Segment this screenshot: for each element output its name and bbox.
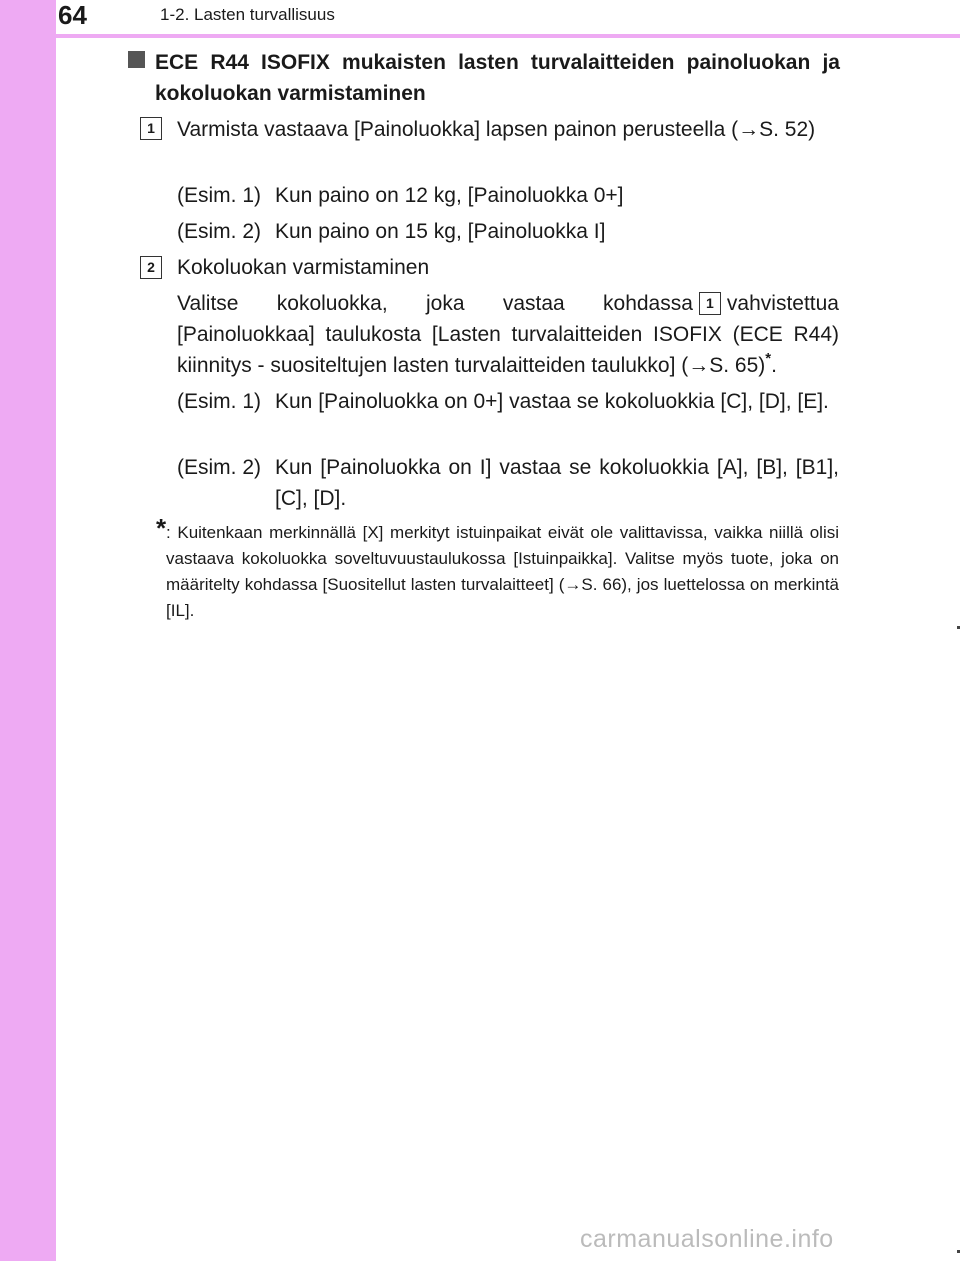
- step-number-2: 2: [140, 256, 162, 279]
- footnote-asterisk: *: [156, 513, 167, 543]
- step-number-1: 1: [140, 117, 162, 140]
- step1-text: Varmista vastaava [Painoluokka] lapsen painon perusteella (→S. 52): [177, 118, 816, 141]
- step2-text-end: .: [771, 354, 777, 377]
- step2-text: [177, 288, 839, 381]
- step2-text-after: vahvistettua [Painoluokkaa] taulukosta [Lasten turvalaitteiden ISOFIX (ECE R44) kiinnitys - suositeltujen lasten turvalaitteiden taulukko] (→S. 65): [177, 292, 839, 377]
- step2-title: Kokoluokan varmistaminen: [177, 256, 430, 279]
- header-rule: [56, 34, 960, 38]
- footnote-text: : Kuitenkaan merkinnällä [X] merkityt istuinpaikat eivät ole valittavissa, vaikka niillä olisi vastaava kokoluokka soveltuvuustaulukossa [Istuinpaikka]. Valitse myös tuote, joka on määritelty kohdassa [Suositellut lasten turvalaitteet] (→S. 66), jos luettelossa on merkintä [IL].: [166, 523, 839, 620]
- left-margin-band: [0, 0, 56, 1261]
- step1-example2-text: Kun paino on 15 kg, [Painoluokka I]: [275, 220, 606, 243]
- step2-text-before: Valitse kokoluokka, joka vastaa kohdassa: [177, 292, 693, 315]
- step2-example2-text: Kun [Painoluokka on I] vastaa se kokoluokkia [A], [B], [B1], [C], [D].: [275, 456, 839, 510]
- step1-example1-text: Kun paino on 12 kg, [Painoluokka 0+]: [275, 184, 624, 207]
- square-bullet-icon: [128, 51, 145, 68]
- step2-example1-label: (Esim. 1): [177, 390, 261, 413]
- step-reference-1: 1: [699, 292, 721, 315]
- step2-example1-text: Kun [Painoluokka on 0+] vastaa se kokoluokkia [C], [D], [E].: [275, 390, 829, 413]
- step2-example2-label: (Esim. 2): [177, 456, 261, 479]
- section-heading: [128, 47, 840, 109]
- watermark: carmanualsonline.info: [580, 1225, 834, 1253]
- asterisk-marker: *: [765, 350, 772, 367]
- step1-example1-label: (Esim. 1): [177, 184, 261, 207]
- page-number: 64: [58, 0, 87, 30]
- section-heading-text: ECE R44 ISOFIX mukaisten lasten turvalaitteiden painoluokan ja kokoluokan varmistaminen: [155, 51, 840, 105]
- step1-example2-label: (Esim. 2): [177, 220, 261, 243]
- section-title: 1-2. Lasten turvallisuus: [160, 5, 335, 24]
